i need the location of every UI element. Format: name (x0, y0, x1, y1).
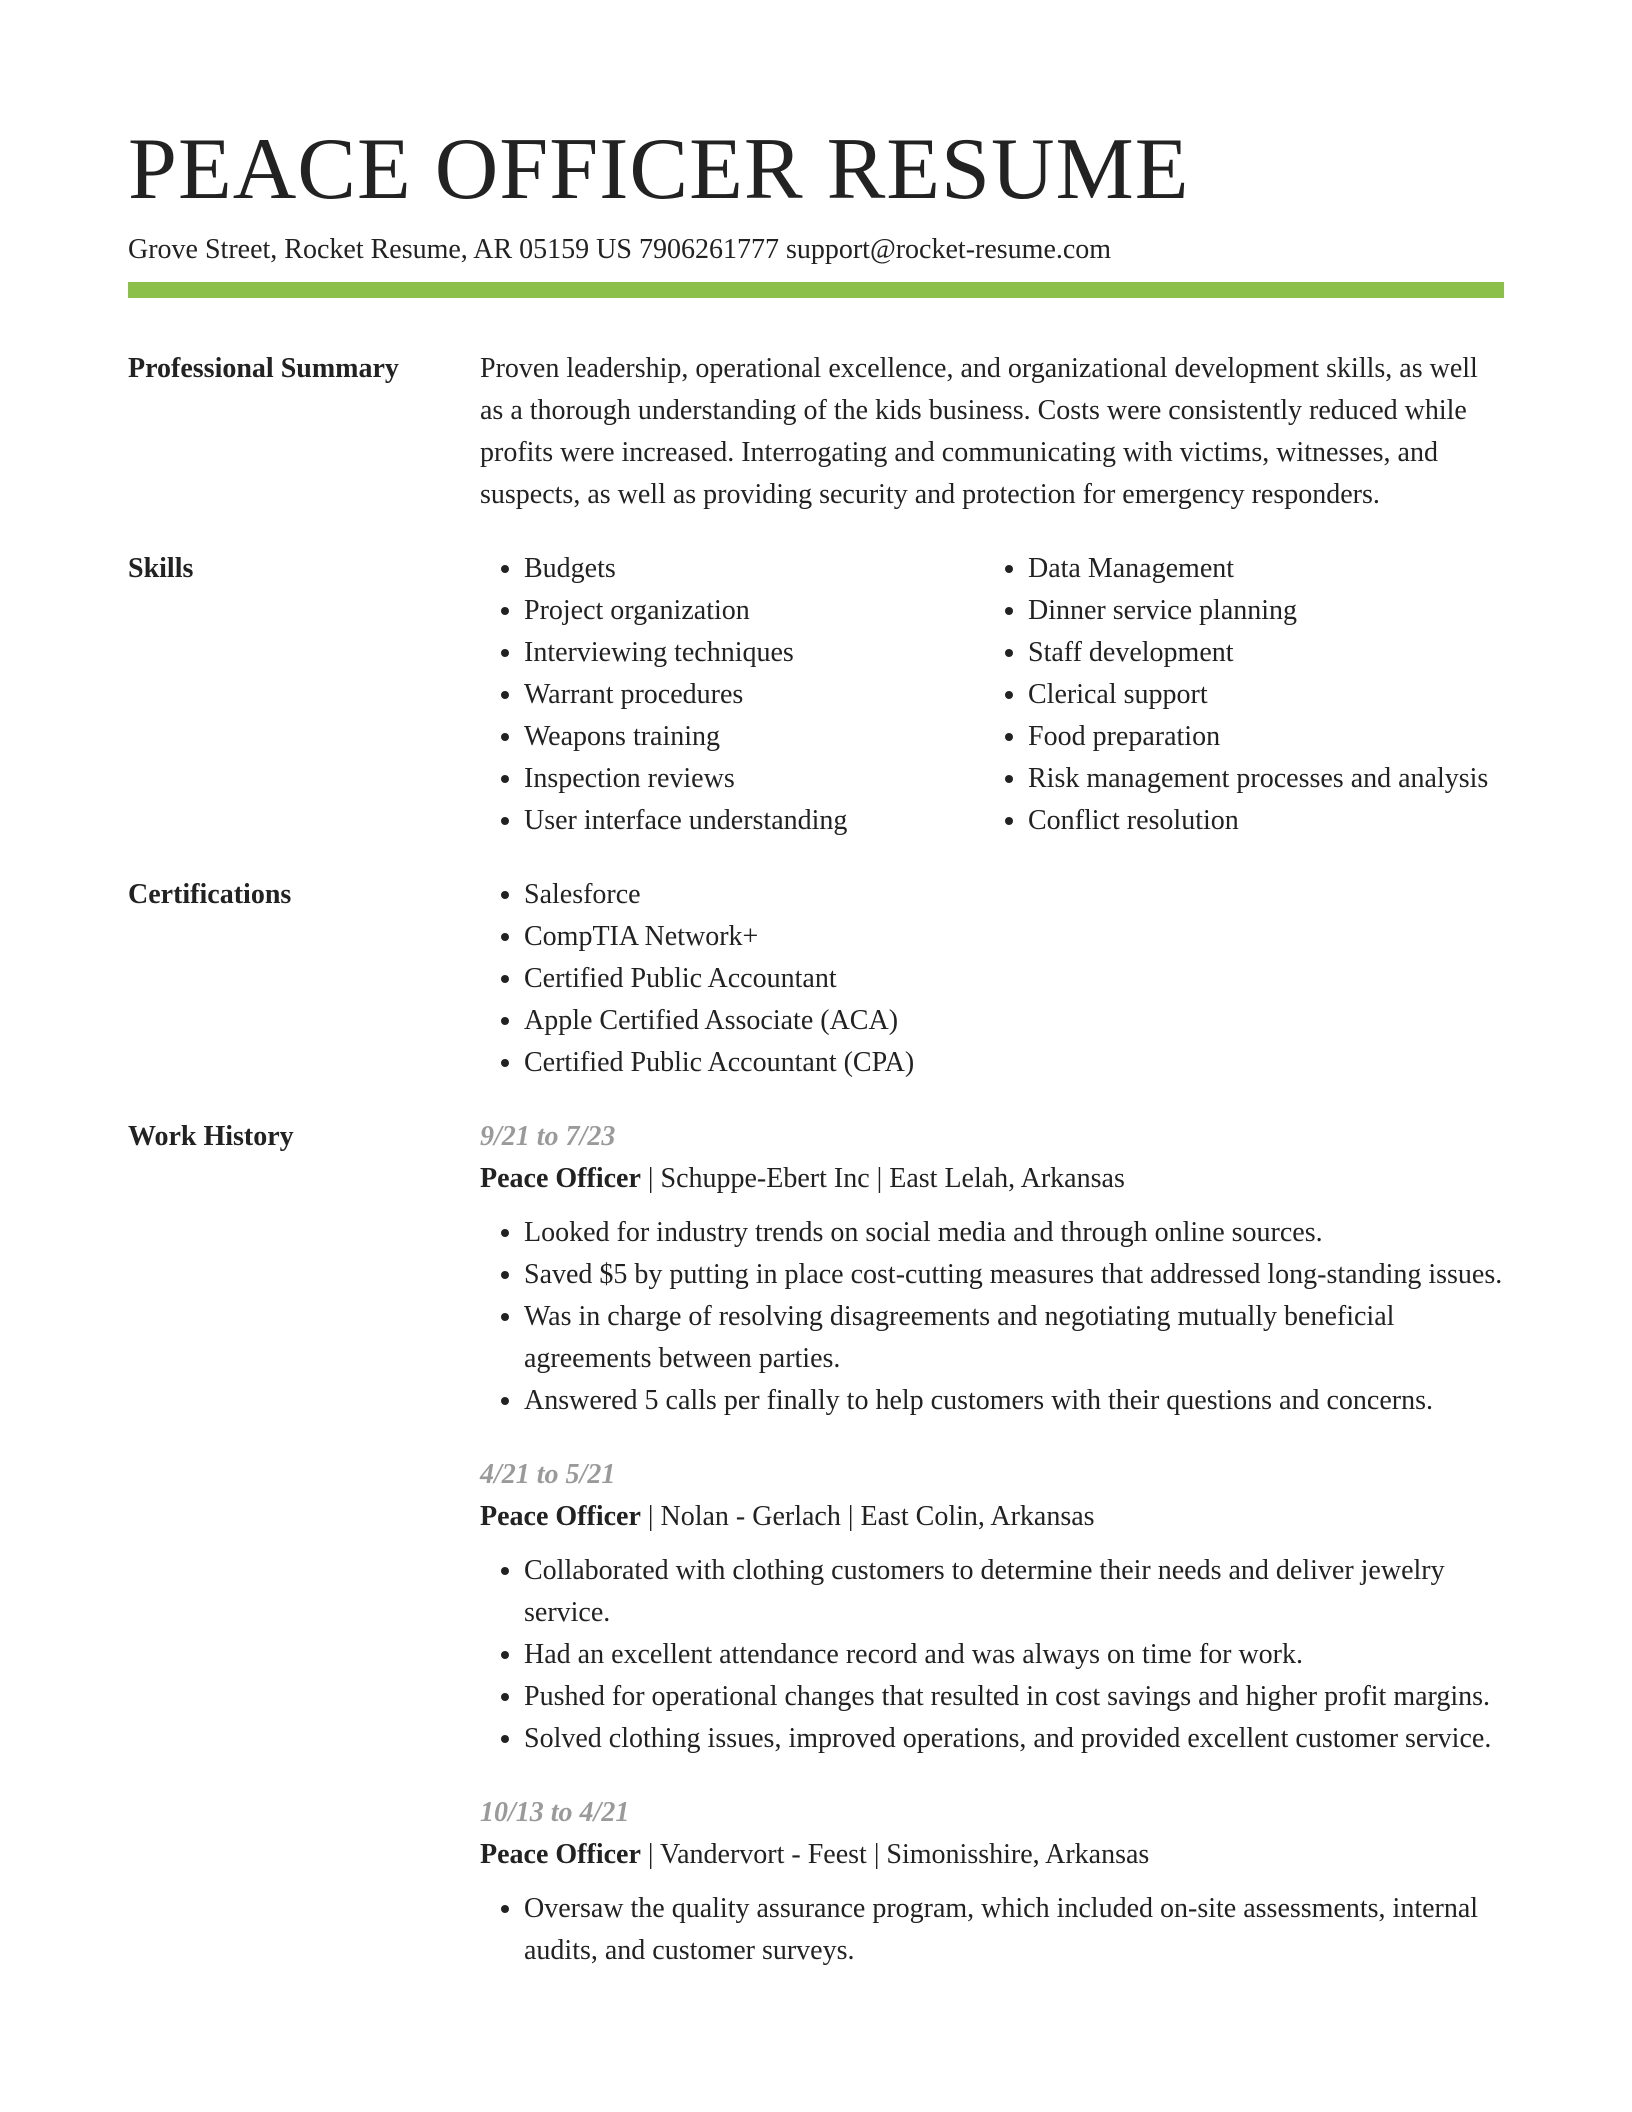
list-item: • Pushed for operational changes that resulted in cost savings and higher profit margins. (524, 1676, 1504, 1718)
list-item: • Looked for industry trends on social media and through online sources. (524, 1212, 1504, 1254)
section-label: Work History (128, 1121, 294, 1152)
section-label: Certifications (128, 879, 292, 910)
professional-summary-section (128, 348, 1504, 516)
list-item: • Food preparation (1028, 716, 1504, 758)
list-item: • Salesforce (524, 874, 1504, 916)
list-item: • Collaborated with clothing customers to determine their needs and deliver jewelry service. (524, 1550, 1504, 1634)
list-item: • CompTIA Network+ (524, 916, 1504, 958)
work-history-body (480, 1116, 1504, 1972)
list-item: • Conflict resolution (1028, 800, 1504, 842)
job-title: Peace Officer (480, 1501, 641, 1532)
job-heading (480, 1834, 1504, 1876)
list-item: • Risk management processes and analysis (1028, 758, 1504, 800)
list-item: • Was in charge of resolving disagreements and negotiating mutually beneficial agreements between parties. (524, 1296, 1504, 1380)
list-item: • Project organization (524, 590, 984, 632)
list-item: • Weapons training (524, 716, 984, 758)
list-item: • Saved $5 by putting in place cost-cutting measures that addressed long-standing issues. (524, 1254, 1504, 1296)
job-details: | Vandervort - Feest | Simonisshire, Arkansas (640, 1839, 1150, 1870)
job-entry (480, 1116, 1504, 1422)
certifications-body (480, 874, 1504, 1084)
list-item: • Solved clothing issues, improved operations, and provided excellent customer service. (524, 1718, 1504, 1760)
job-dates: 10/13 to 4/21 (480, 1797, 630, 1828)
section-label: Professional Summary (128, 353, 399, 384)
list-item: • Data Management (1028, 548, 1504, 590)
list-item: • Staff development (1028, 632, 1504, 674)
job-dates: 4/21 to 5/21 (480, 1459, 616, 1490)
job-entry (480, 1454, 1504, 1760)
skills-columns (480, 548, 1504, 842)
list-item: • Warrant procedures (524, 674, 984, 716)
skills-list-right (984, 548, 1504, 842)
job-heading (480, 1496, 1504, 1538)
job-details: | Nolan - Gerlach | East Colin, Arkansas (640, 1501, 1095, 1532)
list-item: • Apple Certified Associate (ACA) (524, 1000, 1504, 1042)
job-entry (480, 1792, 1504, 1972)
list-item: • Answered 5 calls per finally to help customers with their questions and concerns. (524, 1380, 1504, 1422)
job-dates: 9/21 to 7/23 (480, 1121, 616, 1152)
certifications-list (480, 874, 1504, 1084)
summary-text: Proven leadership, operational excellence, and organizational development skills, as well as a thorough understanding of the kids business. Costs were consistently reduced while profits were increased. Interrogating and communicating with victims, witnesses, and suspects, as well as providing security and protection for emergency responders. (480, 353, 1478, 510)
job-details: | Schuppe-Ebert Inc | East Lelah, Arkansas (640, 1163, 1125, 1194)
list-item: • Dinner service planning (1028, 590, 1504, 632)
skills-section (128, 548, 1504, 842)
list-item: • User interface understanding (524, 800, 984, 842)
list-item: • Budgets (524, 548, 984, 590)
job-bullets (480, 1888, 1504, 1972)
list-item: • Certified Public Accountant (524, 958, 1504, 1000)
list-item: • Certified Public Accountant (CPA) (524, 1042, 1504, 1084)
job-title: Peace Officer (480, 1163, 641, 1194)
contact-line: Grove Street, Rocket Resume, AR 05159 US 7906261777 support@rocket-resume.com (128, 234, 1112, 265)
section-label: Skills (128, 553, 194, 584)
job-title: Peace Officer (480, 1839, 641, 1870)
list-item: • Interviewing techniques (524, 632, 984, 674)
list-item: • Oversaw the quality assurance program, which included on-site assessments, internal audits, and customer surveys. (524, 1888, 1504, 1972)
job-heading (480, 1158, 1504, 1200)
resume-page (128, 120, 1504, 1972)
certifications-section (128, 874, 1504, 1084)
list-item: • Had an excellent attendance record and was always on time for work. (524, 1634, 1504, 1676)
accent-divider (128, 282, 1504, 298)
job-bullets (480, 1212, 1504, 1422)
list-item: • Clerical support (1028, 674, 1504, 716)
resume-title: PEACE OFFICER RESUME (128, 121, 1190, 218)
job-bullets (480, 1550, 1504, 1760)
work-history-section (128, 1116, 1504, 1972)
list-item: • Inspection reviews (524, 758, 984, 800)
skills-list-left (480, 548, 984, 842)
